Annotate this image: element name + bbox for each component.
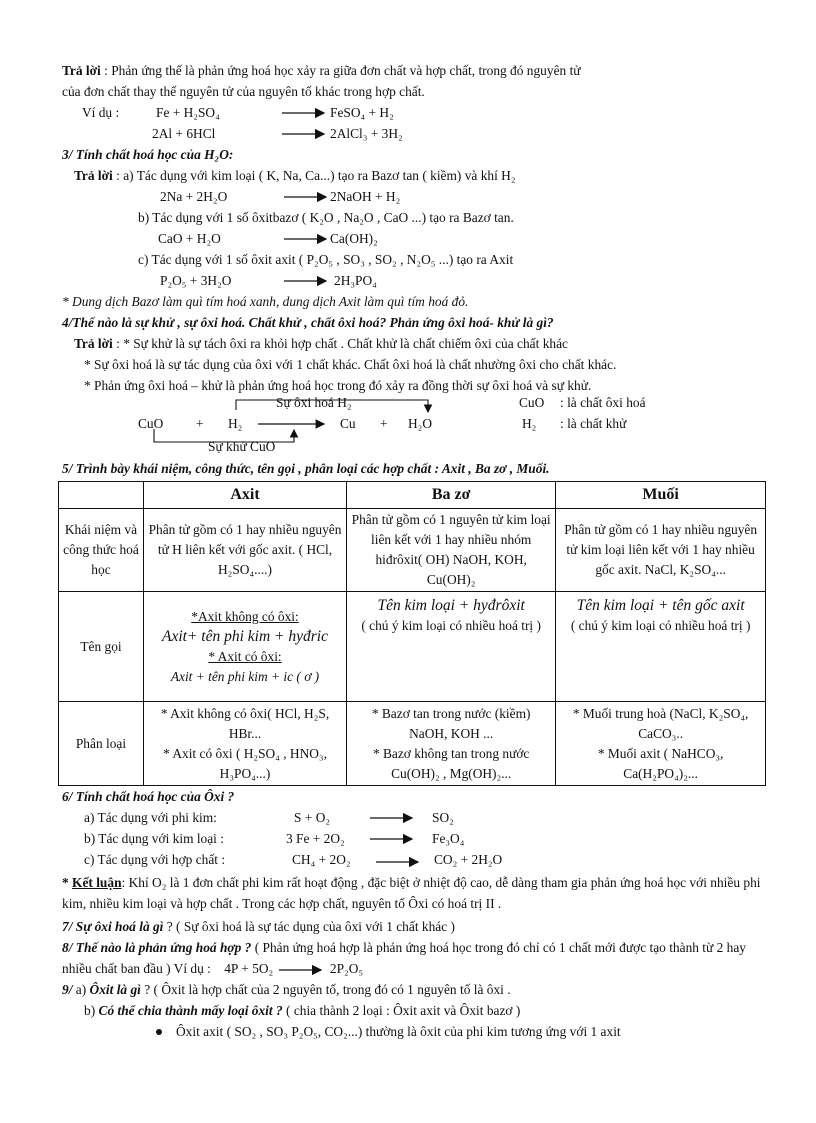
table-cell xyxy=(556,702,766,786)
row-label: Tên gọi xyxy=(59,592,144,702)
q9-a-line xyxy=(62,979,762,1000)
cell-line: * Axit không có ôxi( HCl, H₂S, HBr... xyxy=(160,705,330,741)
arrow-icon xyxy=(374,853,424,875)
q3-c-line xyxy=(62,249,762,270)
q3-b-left: CaO + H₂O xyxy=(158,231,221,246)
q9-b-text: ( chia thành 2 loại : Ôxit axit và Ôxit bazơ ) xyxy=(282,1003,521,1018)
cell-note: ( chú ý kim loại có nhiều hoá trị ) xyxy=(570,618,751,633)
cell-line: * Axit có ôxi ( H₂SO₄ , HNO₃, H₃PO₄...) xyxy=(163,745,327,781)
intro-answer-line-2 xyxy=(62,81,762,102)
cell-formula: Axit+ tên phi kim + hyđric xyxy=(162,627,328,645)
q3-b-line xyxy=(62,207,762,228)
plus-sign: + xyxy=(380,416,388,431)
table-cell: Phân tử gồm có 1 hay nhiều nguyên tử H liên kết với gốc axit. ( HCl, H₂SO₄....) xyxy=(143,509,346,592)
eq1-right: FeSO₄ + H₂ xyxy=(330,105,394,120)
intro-answer-line xyxy=(62,60,762,81)
cell-line: * Bazơ tan trong nước (kiềm) NaOH, KOH ... xyxy=(371,705,531,741)
q6-a xyxy=(62,807,762,828)
q3-b-text: b) Tác dụng với 1 số ôxitbazơ ( K₂O , Na₂O , CaO ...) tạo ra Bazơ tan. xyxy=(138,210,514,225)
q3-c-left: P₂O₅ + 3H₂O xyxy=(160,273,232,288)
table-cell: Phân tử gồm có 1 hay nhiều nguyên tử kim loại liên kết với 1 hay nhiều gốc axit. NaCl, K₂SO₄... xyxy=(556,509,766,592)
q3-b-eq xyxy=(62,228,762,249)
reactant-cuo: CuO xyxy=(138,416,164,431)
q4-line2: * Sự ôxi hoá là sự tác dụng của ôxi với 1 chất khác. Chất ôxi hoá là chất nhường ôxi cho chất khác. xyxy=(84,357,617,372)
q3-a-left: 2Na + 2H₂O xyxy=(160,189,228,204)
q3-c-eq xyxy=(62,270,762,291)
redox-diagram xyxy=(62,396,762,460)
q9-b-line xyxy=(62,1000,762,1021)
q6-a-text: a) Tác dụng với phi kim: xyxy=(84,810,217,825)
eq1-left: Fe + H₂SO₄ xyxy=(156,105,220,120)
q4-line1 xyxy=(62,333,762,354)
oxidation-label: Sự ôxi hoá H₂ xyxy=(276,395,352,410)
answer-label: Trả lời xyxy=(74,168,113,183)
table-row xyxy=(59,509,766,592)
q9-a-label: a) xyxy=(75,982,87,997)
product-h2o: H₂O xyxy=(408,416,433,431)
q7-title: 7/ Sự ôxi hoá là gì xyxy=(62,919,164,934)
q6-c xyxy=(62,849,762,870)
cell-heading: * Axit có ôxi: xyxy=(208,648,282,664)
q3-title: 3/ Tính chất hoá học của H₂O: xyxy=(62,147,234,162)
table-row xyxy=(59,592,766,702)
q3-a-text: : a) Tác dụng với kim loại ( K, Na, Ca...) tạo ra Bazơ tan ( kiềm) và khí H₂ xyxy=(112,168,516,183)
arrow-icon xyxy=(277,964,327,976)
q9-a-title: Ôxit là gì xyxy=(89,982,141,997)
table-cell xyxy=(556,592,766,702)
conclusion-label: Kết luận xyxy=(72,875,122,890)
product-cu: Cu xyxy=(340,416,356,431)
q4-line1-text: : * Sự khử là sự tách ôxi ra khỏi hợp chất . Chất khử là chất chiếm ôxi của chất khác xyxy=(112,336,568,351)
document-page xyxy=(62,60,762,1042)
cell-line: * Bazơ không tan trong nước Cu(OH)₂ , Mg(OH)₂... xyxy=(372,745,530,781)
cell-formula: Tên kim loại + tên gốc axit xyxy=(576,597,745,614)
cell-line: * Muối trung hoà (NaCl, K₂SO₄, CaCO₃.. xyxy=(572,705,749,741)
row-label: Phân loại xyxy=(59,702,144,786)
example-label: Ví dụ : xyxy=(82,105,120,120)
q6-b-right: Fe₃O₄ xyxy=(432,831,465,846)
q4-title: 4/Thế nào là sự khử , sự ôxi hoá. Chất khử , chất ôxi hoá? Phản ứng ôxi hoá- khử là gì? xyxy=(62,315,554,330)
table-header-cell: Axit xyxy=(143,482,346,509)
q3-a-eq xyxy=(62,186,762,207)
q8-eq-right: 2P₂O₅ xyxy=(329,961,364,976)
answer-text: : Phản ứng thế là phản ứng hoá học xảy ra giữa đơn chất và hợp chất, trong đó nguyên tử xyxy=(100,63,581,78)
table-cell xyxy=(143,592,346,702)
cell-note: ( chú ý kim loại có nhiều hoá trị ) xyxy=(361,618,541,633)
note1-subject: CuO xyxy=(519,395,545,410)
answer-label: Trả lời xyxy=(62,63,101,78)
q7-text: ? ( Sự ôxi hoá là sự tác dụng của ôxi với 1 chất khác ) xyxy=(163,919,455,934)
q6-b-left: 3 Fe + 2O₂ xyxy=(286,831,345,846)
q6-c-text: c) Tác dụng với hợp chất : xyxy=(84,852,226,867)
q6-a-left: S + O₂ xyxy=(294,810,331,825)
note2-text: : là chất khử xyxy=(560,416,627,431)
intro-example-1 xyxy=(62,102,762,123)
q6-b-text: b) Tác dụng với kim loại : xyxy=(84,831,224,846)
cell-heading: *Axit không có ôxi: xyxy=(191,608,299,624)
q9-a-text: ? ( Ôxit là hợp chất của 2 nguyên tố, trong đó có 1 nguyên tố là ôxi . xyxy=(140,982,511,997)
q3-note: * Dung dịch Bazơ làm quì tím hoá xanh, dung dịch Axit làm quì tím hoá đỏ. xyxy=(62,294,469,309)
q6-c-right: CO₂ + 2H₂O xyxy=(434,852,503,867)
q3-a-line xyxy=(62,165,762,186)
plus-sign: + xyxy=(196,416,204,431)
q3-c-right: 2H₃PO₄ xyxy=(334,273,377,288)
q3-b-right: Ca(OH)₂ xyxy=(330,231,378,246)
q9-b-label: b) xyxy=(84,1003,96,1018)
q5-title: 5/ Trình bày khái niệm, công thức, tên gọi , phân loại các hợp chất : Axit , Ba zơ , Muối. xyxy=(62,461,550,476)
table-header-cell: Muối xyxy=(556,482,766,509)
table-cell: Phân tử gồm có 1 nguyên tử kim loại liên kết với 1 hay nhiều nhóm hiđrôxit( OH) NaOH, KOH, Cu(OH)₂ xyxy=(347,509,556,592)
q8-block xyxy=(62,937,762,979)
table-header-cell: Ba zơ xyxy=(347,482,556,509)
table-cell xyxy=(347,702,556,786)
compounds-table xyxy=(58,481,766,786)
cell-formula: Tên kim loại + hyđrôxit xyxy=(377,597,525,614)
q8-text: ( Phản ứng hoá hợp là phản ứng hoá học trong đó chỉ có 1 chất mới được tạo thành từ 2 hay nhiều chất ban đầu ) Ví dụ : xyxy=(62,940,747,976)
reduction-label: Sự khử CuO xyxy=(208,439,276,454)
answer-text-2: của đơn chất thay thế nguyên tử của nguyên tố khác trong hợp chất. xyxy=(62,84,425,99)
q4-line3: * Phản ứng ôxi hoá – khử là phản ứng hoá học trong đó xảy ra đồng thời sự ôxi hoá và sự khử. xyxy=(84,378,592,393)
note2-subject: H₂ xyxy=(522,416,537,431)
eq2-left: 2Al + 6HCl xyxy=(152,126,216,141)
q8-eq-left: 4P + 5O₂ xyxy=(224,961,274,976)
table-row xyxy=(59,702,766,786)
q7-line xyxy=(62,916,762,937)
q9-num: 9/ xyxy=(62,982,73,997)
q9-bullet-1 xyxy=(62,1021,762,1042)
q6-title: 6/ Tính chất hoá học của Ôxi ? xyxy=(62,789,235,804)
q6-b xyxy=(62,828,762,849)
bullet-icon xyxy=(156,1029,162,1035)
reactant-h2: H₂ xyxy=(228,416,243,431)
q6-conclusion: * Kết luận: Khí O₂ là 1 đơn chất phi kim rất hoạt động , đặc biệt ở nhiệt độ cao, dễ dàng tham gia phản ứng hoá học với nhiều phi kim, nhiều kim loại và hợp chất . Trong các hợp chất, nguyên tố Ôxi có hoá trị II . xyxy=(62,875,761,911)
q3-a-right: 2NaOH + H₂ xyxy=(330,189,401,204)
q3-c-text: c) Tác dụng với 1 số ôxit axit ( P₂O₅ , SO₃ , SO₂ , N₂O₅ ...) tạo ra Axit xyxy=(138,252,514,267)
q9-b-title: Có thể chia thành mấy loại ôxit ? xyxy=(98,1003,283,1018)
note1-text: : là chất ôxi hoá xyxy=(560,395,646,410)
q6-c-left: CH₄ + 2O₂ xyxy=(292,852,351,867)
q8-title: 8/ Thế nào là phản ứng hoá hợp ? xyxy=(62,940,252,955)
table-cell xyxy=(143,702,346,786)
cell-formula: Axit + tên phi kim + ic ( ơ ) xyxy=(170,668,320,684)
eq2-right: 2AlCl₃ + 3H₂ xyxy=(330,126,403,141)
table-header-cell xyxy=(59,482,144,509)
q6-a-right: SO₂ xyxy=(432,810,454,825)
table-cell xyxy=(347,592,556,702)
answer-label: Trả lời xyxy=(74,336,113,351)
conclusion-text: : Khí O₂ là 1 đơn chất phi kim rất hoạt động , đặc biệt ở nhiệt độ cao, dễ dàng tham gia phản ứng hoá học với nhiều phi kim, nhiều kim loại và hợp chất . Trong các hợp chất, nguyên tố Ôxi có hoá trị II . xyxy=(62,875,761,911)
intro-example-2 xyxy=(62,123,762,144)
table-header-row xyxy=(59,482,766,509)
cell-line: * Muối axit ( NaHCO₃, Ca(H₂PO₄)₂... xyxy=(597,745,724,781)
bullet-text: Ôxit axit ( SO₂ , SO₃ P₂O₅, CO₂...) thường là ôxit của phi kim tương ứng với 1 axit xyxy=(176,1024,621,1039)
row-label: Khái niệm và công thức hoá học xyxy=(59,509,144,592)
